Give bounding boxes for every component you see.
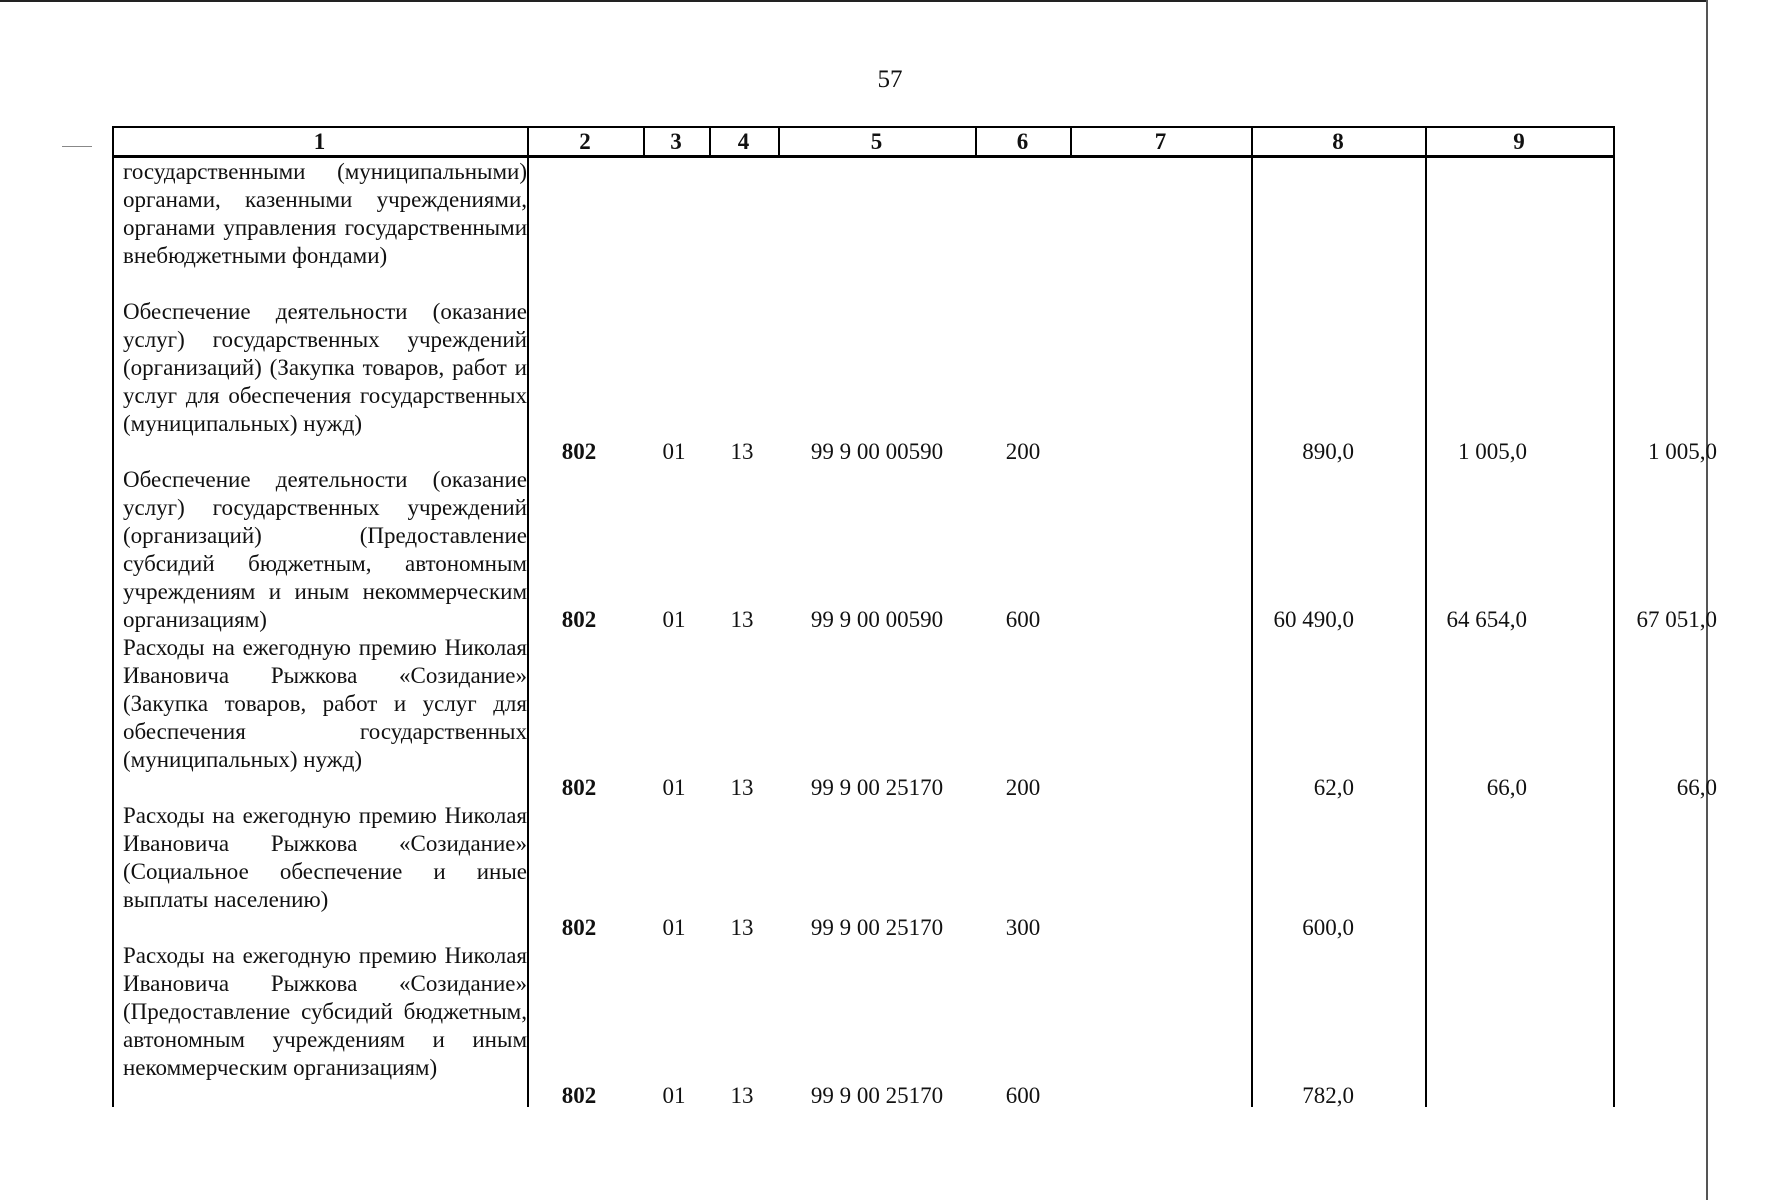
cell-ministry-code: 802	[561, 775, 597, 800]
margin-mark	[62, 146, 92, 147]
row-description: государственными (муниципальными) органами, казенными учреждениями, органами управления государственными внебюджетными фондами)	[123, 159, 527, 268]
row-description: Расходы на ежегодную премию Николая Ивановича Рыжкова «Созидание» (Социальное обеспечение и иные выплаты населению)	[123, 803, 527, 912]
cell-section: 01	[662, 439, 686, 464]
page-number: 57	[877, 66, 903, 93]
header-col-2: 2	[579, 129, 591, 154]
header-col-4: 4	[737, 129, 750, 154]
header-col-7: 7	[1154, 129, 1167, 154]
cell-section: 01	[662, 1083, 686, 1108]
cell-amount-col7: 782,0	[1302, 1083, 1354, 1108]
cell-subsection: 13	[730, 439, 754, 464]
cell-section: 01	[662, 607, 686, 632]
cell-amount-col7: 60 490,0	[1273, 607, 1354, 632]
cell-amount-col9: 67 051,0	[1636, 607, 1717, 632]
cell-subsection: 13	[730, 1083, 754, 1108]
cell-expense-type: 300	[1005, 915, 1041, 940]
cell-ministry-code: 802	[561, 915, 597, 940]
cell-subsection: 13	[730, 775, 754, 800]
cell-target-article: 99 9 00 25170	[810, 915, 944, 940]
row-description: Расходы на ежегодную премию Николая Ивановича Рыжкова «Созидание» (Предоставление субсидий бюджетным, автономным учреждениям и иным некоммерческим организациям)	[123, 943, 527, 1080]
cell-target-article: 99 9 00 00590	[810, 607, 944, 632]
cell-expense-type: 200	[1005, 775, 1041, 800]
cell-amount-col7: 600,0	[1302, 915, 1354, 940]
cell-amount-col7: 890,0	[1302, 439, 1354, 464]
column-rule	[112, 126, 114, 1107]
cell-amount-col9: 66,0	[1676, 775, 1717, 800]
page-right-edge	[1706, 0, 1708, 1200]
page-top-edge	[0, 0, 1708, 2]
header-col-5: 5	[870, 129, 883, 154]
cell-section: 01	[662, 915, 686, 940]
cell-subsection: 13	[730, 915, 754, 940]
header-col-1: 1	[313, 129, 326, 154]
cell-ministry-code: 802	[561, 607, 597, 632]
cell-expense-type: 600	[1005, 607, 1041, 632]
cell-ministry-code: 802	[561, 1083, 597, 1108]
cell-amount-col8: 66,0	[1486, 775, 1527, 800]
cell-ministry-code: 802	[561, 439, 597, 464]
cell-subsection: 13	[730, 607, 754, 632]
row-description: Расходы на ежегодную премию Николая Ивановича Рыжкова «Созидание» (Закупка товаров, работ и услуг для обеспечения государственных (муниципальных) нужд)	[123, 635, 527, 772]
cell-amount-col8: 1 005,0	[1458, 439, 1527, 464]
cell-expense-type: 200	[1005, 439, 1041, 464]
header-col-6: 6	[1016, 129, 1029, 154]
cell-amount-col9: 1 005,0	[1648, 439, 1717, 464]
header-col-3: 3	[670, 129, 682, 154]
row-description: Обеспечение деятельности (оказание услуг) государственных учреждений (организаций) (Предоставление субсидий бюджетным, автономным учреждениям и иным некоммерческим организациям)	[123, 467, 527, 632]
row-description: Обеспечение деятельности (оказание услуг) государственных учреждений (организаций) (Закупка товаров, работ и услуг для обеспечения государственных (муниципальных) нужд)	[123, 299, 527, 436]
header-col-8: 8	[1332, 129, 1344, 154]
cell-target-article: 99 9 00 00590	[810, 439, 944, 464]
cell-amount-col7: 62,0	[1313, 775, 1354, 800]
cell-target-article: 99 9 00 25170	[810, 775, 944, 800]
cell-section: 01	[662, 775, 686, 800]
cell-expense-type: 600	[1005, 1083, 1041, 1108]
cell-target-article: 99 9 00 25170	[810, 1083, 944, 1108]
cell-amount-col8: 64 654,0	[1446, 607, 1527, 632]
header-col-9: 9	[1513, 129, 1525, 154]
budget-table	[112, 126, 1717, 1108]
